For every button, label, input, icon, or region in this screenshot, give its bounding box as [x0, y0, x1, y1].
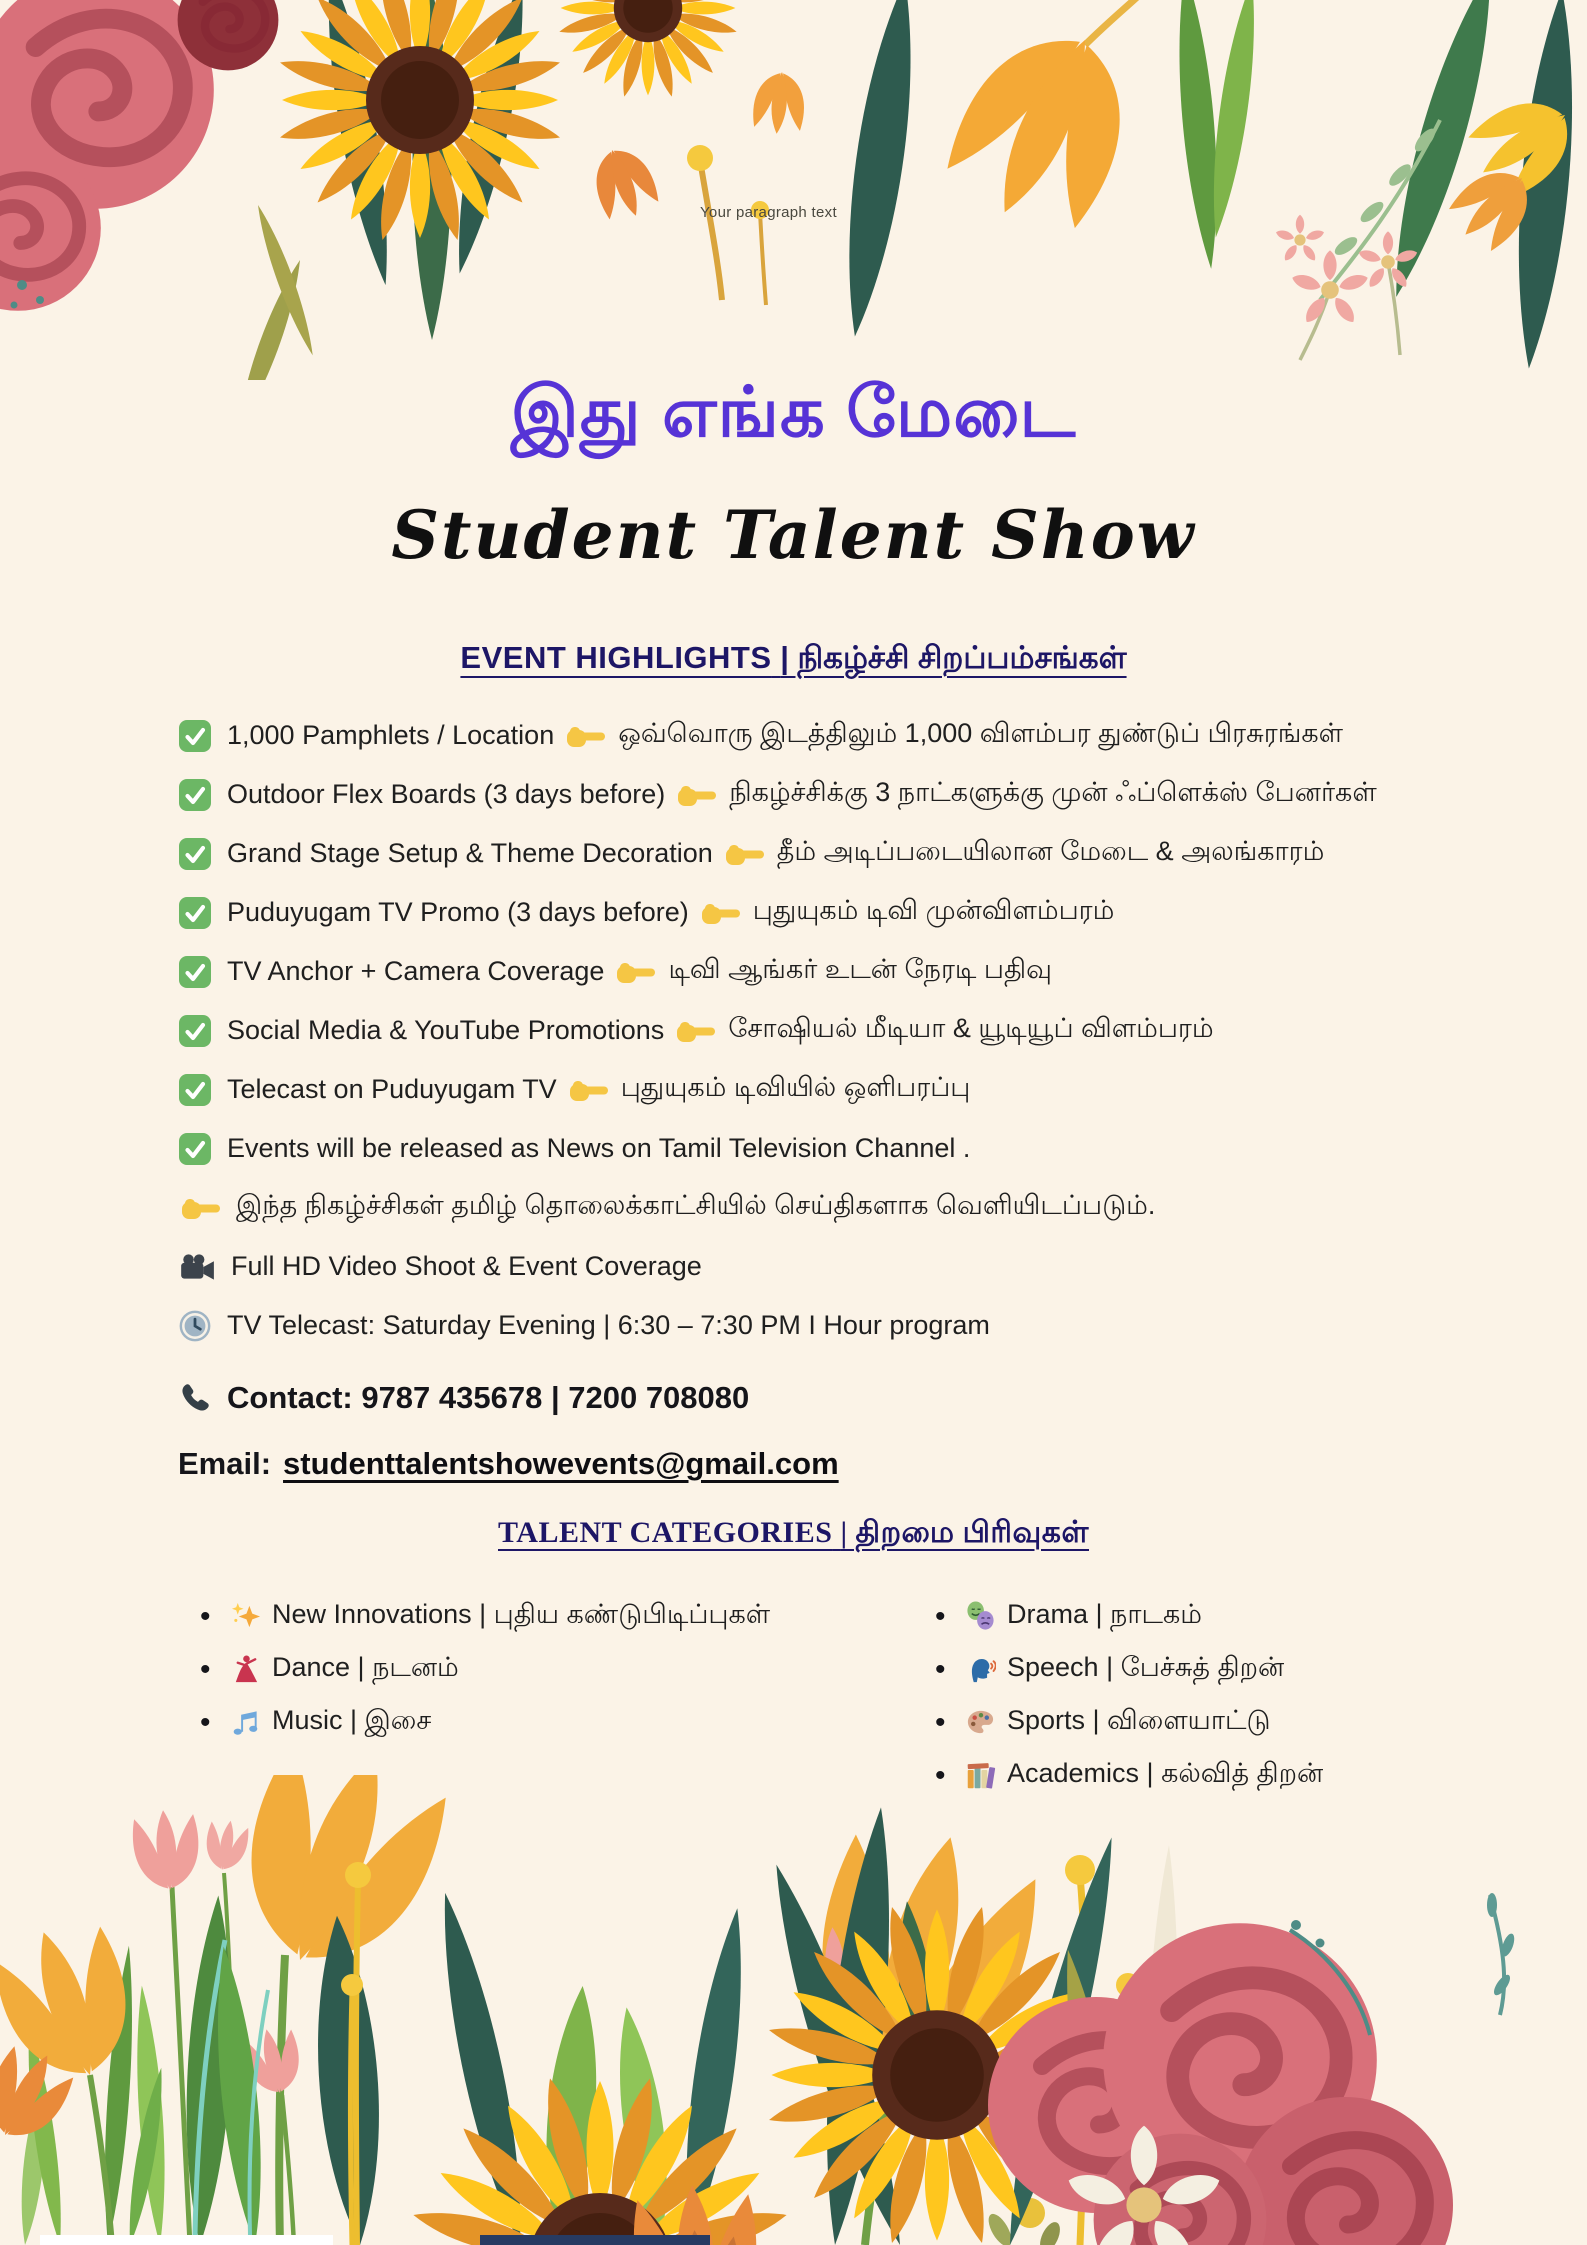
email-link[interactable]: studenttalentshowevents@gmail.com — [283, 1446, 839, 1481]
bullet-dot: • — [935, 1758, 946, 1792]
category-item — [935, 1696, 1440, 1749]
bullet-dot: • — [200, 1705, 211, 1739]
categories-left-column — [200, 1590, 935, 1802]
page-title-script: Student Talent Show — [391, 496, 1196, 574]
watermark-text: Your paragraph text — [700, 204, 837, 221]
phone-icon — [178, 1381, 212, 1415]
talent-categories-heading-ta: | திறமை பிரிவுகள் — [840, 1516, 1089, 1549]
bottom-floral-decoration — [0, 1775, 1587, 2245]
highlight-item — [178, 1060, 1448, 1119]
highlight-text-ta: நிகழ்ச்சிக்கு 3 நாட்களுக்கு முன் ஃப்ளெக்ஸ் பேனர்கள் — [729, 777, 1377, 807]
highlight-item — [178, 942, 1448, 1001]
highlight-text-en: TV Anchor + Camera Coverage — [227, 956, 605, 986]
pointing-finger-icon — [725, 840, 765, 868]
event-highlights-heading-ta: | நிகழ்ச்சி சிறப்பம்சங்கள் — [780, 640, 1127, 675]
highlight-text-en: TV Telecast: Saturday Evening | 6:30 – 7:30 PM I Hour program — [227, 1310, 990, 1340]
palette-icon — [965, 1707, 996, 1738]
category-label: Dance | நடனம் — [272, 1652, 459, 1682]
top-floral-decoration — [0, 0, 1587, 380]
highlight-text-en: Grand Stage Setup & Theme Decoration — [227, 838, 713, 868]
check-icon — [178, 778, 212, 812]
highlight-item — [178, 765, 1448, 824]
highlight-text-ta: புதுயுகம் டிவியில் ஒளிபரப்பு — [620, 1072, 971, 1102]
category-item — [935, 1749, 1440, 1802]
page-title-tamil: இது எங்க மேடை — [510, 373, 1077, 451]
highlight-text-en: Telecast on Puduyugam TV — [227, 1074, 557, 1104]
category-label: Sports | விளையாட்டு — [1007, 1705, 1271, 1735]
talent-categories-heading-en: TALENT CATEGORIES — [498, 1516, 833, 1549]
highlight-item — [178, 1296, 1448, 1355]
contact-line — [178, 1367, 1448, 1429]
check-icon — [178, 719, 212, 753]
highlight-text-en: Full HD Video Shoot & Event Coverage — [231, 1251, 702, 1281]
category-item — [935, 1590, 1440, 1643]
check-icon — [178, 1132, 212, 1166]
movie-camera-icon — [178, 1252, 216, 1282]
highlight-item — [178, 1001, 1448, 1060]
pointing-finger-icon — [701, 899, 741, 927]
highlight-text-ta: தீம் அடிப்படையிலான மேடை & அலங்காரம் — [776, 836, 1325, 866]
bullet-dot: • — [935, 1652, 946, 1686]
check-icon — [178, 896, 212, 930]
highlight-text-en: 1,000 Pamphlets / Location — [227, 720, 555, 750]
pointing-finger-icon — [676, 1017, 716, 1045]
highlight-text-en: Events will be released as News on Tamil Television Channel . — [227, 1133, 971, 1163]
category-item — [935, 1643, 1440, 1696]
music-notes-icon — [230, 1707, 261, 1738]
bullet-dot: • — [935, 1705, 946, 1739]
category-label: New Innovations | புதிய கண்டுபிடிப்புகள் — [272, 1599, 771, 1629]
category-item — [200, 1590, 935, 1643]
highlight-text-en: Outdoor Flex Boards (3 days before) — [227, 779, 666, 809]
highlight-text-ta: ஒவ்வொரு இடத்திலும் 1,000 விளம்பர துண்டுப் பிரசுரங்கள் — [618, 718, 1343, 748]
highlight-text-ta: டிவி ஆங்கர் உடன் நேரடி பதிவு — [668, 954, 1052, 984]
highlights-list — [178, 706, 1448, 1495]
categories-right-column — [935, 1590, 1440, 1802]
highlight-text-ta: புதுயுகம் டிவி முன்விளம்பரம் — [752, 895, 1115, 925]
email-line — [178, 1433, 1448, 1495]
bullet-dot: • — [935, 1599, 946, 1633]
category-label: Academics | கல்வித் திறன் — [1007, 1758, 1324, 1788]
bullet-dot: • — [200, 1599, 211, 1633]
highlight-item — [178, 1237, 1448, 1296]
event-highlights-heading — [0, 640, 1587, 680]
contact-text: Contact: 9787 435678 | 7200 708080 — [227, 1380, 750, 1415]
talent-categories-heading — [0, 1516, 1587, 1554]
category-label: Music | இசை — [272, 1705, 432, 1735]
dancer-icon — [230, 1654, 261, 1685]
check-icon — [178, 1073, 212, 1107]
pointing-finger-icon — [181, 1194, 221, 1222]
pointing-finger-icon — [566, 722, 606, 750]
category-label: Drama | நாடகம் — [1007, 1599, 1202, 1629]
highlight-text-ta: இந்த நிகழ்ச்சிகள் தமிழ் தொலைக்காட்சியில் செய்திகளாக வெளியிடப்படும். — [236, 1190, 1156, 1220]
highlight-item — [178, 824, 1448, 883]
highlight-item — [178, 883, 1448, 942]
drama-masks-icon — [965, 1601, 996, 1632]
pointing-finger-icon — [677, 781, 717, 809]
highlight-item — [178, 706, 1448, 765]
category-label: Speech | பேச்சுத் திறன் — [1007, 1652, 1285, 1682]
clock-icon — [178, 1309, 212, 1343]
pointing-finger-icon — [616, 958, 656, 986]
event-highlights-heading-en: EVENT HIGHLIGHTS — [460, 640, 772, 675]
highlight-item — [178, 1119, 1448, 1178]
books-icon — [965, 1760, 996, 1791]
email-label: Email: — [178, 1446, 272, 1481]
bullet-dot: • — [200, 1652, 211, 1686]
sparkles-icon — [230, 1601, 261, 1632]
highlight-text-en: Puduyugam TV Promo (3 days before) — [227, 897, 689, 927]
check-icon — [178, 955, 212, 989]
highlight-text-ta: சோஷியல் மீடியா & யூடியூப் விளம்பரம் — [728, 1013, 1214, 1043]
highlight-item — [178, 1178, 1448, 1237]
talent-categories — [200, 1590, 1440, 1802]
check-icon — [178, 837, 212, 871]
highlight-text-en: Social Media & YouTube Promotions — [227, 1015, 665, 1045]
check-icon — [178, 1014, 212, 1048]
pointing-finger-icon — [569, 1076, 609, 1104]
speaking-head-icon — [965, 1654, 996, 1685]
category-item — [200, 1696, 935, 1749]
category-item — [200, 1643, 935, 1696]
